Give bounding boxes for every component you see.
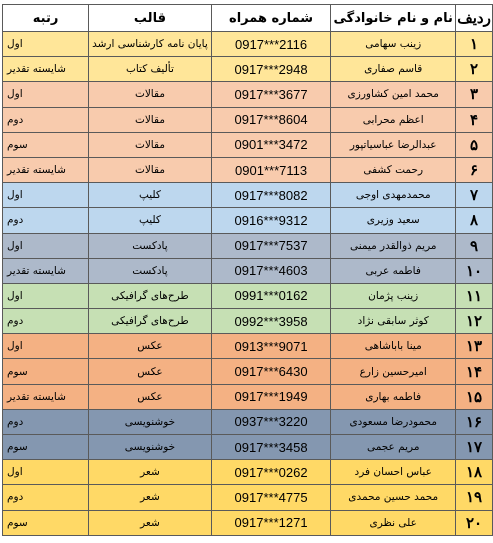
row-format: شعر [89, 485, 212, 510]
row-name: محمودرضا مسعودی [331, 409, 456, 434]
row-name: قاسم صفاری [331, 57, 456, 82]
row-index: ۱۰ [456, 258, 493, 283]
table-row [3, 409, 493, 434]
row-name: فاطمه عربی [331, 258, 456, 283]
row-format: شعر [89, 460, 212, 485]
table-row [3, 208, 493, 233]
row-format: مقالات [89, 157, 212, 182]
table-row [3, 435, 493, 460]
table-row [3, 258, 493, 283]
row-rank: اول [3, 283, 89, 308]
row-name: محمد امین کشاورزی [331, 82, 456, 107]
table-row [3, 283, 493, 308]
row-phone: 0917***6430 [211, 359, 331, 384]
row-rank: دوم [3, 107, 89, 132]
row-format: پادکست [89, 233, 212, 258]
row-index: ۷ [456, 183, 493, 208]
row-name: محمد حسین محمدی [331, 485, 456, 510]
row-phone: 0917***1271 [211, 510, 331, 535]
row-rank: سوم [3, 132, 89, 157]
row-phone: 0917***8604 [211, 107, 331, 132]
row-index: ۱۱ [456, 283, 493, 308]
results-table-wrapper [2, 4, 493, 536]
header-phone: شماره همراه [211, 5, 331, 32]
table-row [3, 132, 493, 157]
row-rank: اول [3, 334, 89, 359]
row-phone: 0917***0262 [211, 460, 331, 485]
row-name: عبدالرضا عباسیاتپور [331, 132, 456, 157]
row-name: زینب پژمان [331, 283, 456, 308]
row-phone: 0917***1949 [211, 384, 331, 409]
table-row [3, 233, 493, 258]
header-row [3, 5, 493, 32]
row-index: ۹ [456, 233, 493, 258]
row-phone: 0917***3458 [211, 435, 331, 460]
row-index: ۱۵ [456, 384, 493, 409]
row-rank: شایسته تقدیر [3, 258, 89, 283]
table-row [3, 107, 493, 132]
row-name: اعظم محرابی [331, 107, 456, 132]
row-index: ۱۴ [456, 359, 493, 384]
row-index: ۲۰ [456, 510, 493, 535]
row-index: ۶ [456, 157, 493, 182]
row-rank: دوم [3, 409, 89, 434]
header-rank: رتبه [3, 5, 89, 32]
row-index: ۴ [456, 107, 493, 132]
row-name: علی نظری [331, 510, 456, 535]
row-name: مینا باباشاهی [331, 334, 456, 359]
row-format: مقالات [89, 132, 212, 157]
row-phone: 0917***7537 [211, 233, 331, 258]
row-phone: 0917***2948 [211, 57, 331, 82]
header-index: ردیف [456, 5, 493, 32]
row-index: ۱۹ [456, 485, 493, 510]
table-row [3, 510, 493, 535]
row-phone: 0917***8082 [211, 183, 331, 208]
header-name: نام و نام خانوادگی [331, 5, 456, 32]
row-phone: 0901***3472 [211, 132, 331, 157]
row-index: ۱ [456, 32, 493, 57]
row-index: ۸ [456, 208, 493, 233]
header-format: قالب [89, 5, 212, 32]
row-name: مریم ذوالقدر میمنی [331, 233, 456, 258]
row-rank: شایسته تقدیر [3, 384, 89, 409]
row-name: زینب سهامی [331, 32, 456, 57]
row-rank: اول [3, 82, 89, 107]
row-name: امیرحسین زارع [331, 359, 456, 384]
row-rank: اول [3, 32, 89, 57]
table-body [3, 32, 493, 536]
table-row [3, 460, 493, 485]
table-row [3, 157, 493, 182]
table-row [3, 82, 493, 107]
row-rank: سوم [3, 435, 89, 460]
row-phone: 0917***2116 [211, 32, 331, 57]
row-phone: 0913***9071 [211, 334, 331, 359]
row-format: پایان نامه کارشناسی ارشد [89, 32, 212, 57]
row-phone: 0901***7113 [211, 157, 331, 182]
row-format: طرح‌های گرافیکی [89, 283, 212, 308]
row-name: کوثر سابقی نژاد [331, 309, 456, 334]
row-rank: دوم [3, 485, 89, 510]
row-name: فاطمه بهاری [331, 384, 456, 409]
table-row [3, 485, 493, 510]
row-format: مقالات [89, 107, 212, 132]
row-phone: 0992***3958 [211, 309, 331, 334]
row-phone: 0917***4775 [211, 485, 331, 510]
row-name: سعید وزیری [331, 208, 456, 233]
row-rank: اول [3, 460, 89, 485]
results-table [2, 4, 493, 536]
row-format: عکس [89, 384, 212, 409]
row-format: کلیپ [89, 208, 212, 233]
row-format: کلیپ [89, 183, 212, 208]
table-row [3, 309, 493, 334]
row-rank: شایسته تقدیر [3, 57, 89, 82]
row-rank: اول [3, 233, 89, 258]
row-format: خوشنویسی [89, 409, 212, 434]
row-format: طرح‌های گرافیکی [89, 309, 212, 334]
row-format: تألیف کتاب [89, 57, 212, 82]
row-rank: سوم [3, 510, 89, 535]
row-rank: دوم [3, 309, 89, 334]
table-row [3, 183, 493, 208]
row-index: ۱۸ [456, 460, 493, 485]
row-rank: سوم [3, 359, 89, 384]
row-index: ۵ [456, 132, 493, 157]
row-phone: 0991***0162 [211, 283, 331, 308]
table-row [3, 32, 493, 57]
row-phone: 0917***4603 [211, 258, 331, 283]
table-row [3, 384, 493, 409]
row-name: عباس احسان فرد [331, 460, 456, 485]
row-index: ۳ [456, 82, 493, 107]
row-phone: 0937***3220 [211, 409, 331, 434]
row-format: پادکست [89, 258, 212, 283]
row-rank: دوم [3, 208, 89, 233]
row-name: مریم عجمی [331, 435, 456, 460]
row-index: ۱۳ [456, 334, 493, 359]
row-index: ۲ [456, 57, 493, 82]
row-rank: شایسته تقدیر [3, 157, 89, 182]
row-format: عکس [89, 359, 212, 384]
row-phone: 0916***9312 [211, 208, 331, 233]
row-rank: اول [3, 183, 89, 208]
table-row [3, 359, 493, 384]
row-index: ۱۷ [456, 435, 493, 460]
row-name: رحمت کشفی [331, 157, 456, 182]
row-index: ۱۶ [456, 409, 493, 434]
row-format: عکس [89, 334, 212, 359]
row-index: ۱۲ [456, 309, 493, 334]
row-name: محمدمهدی اوجی [331, 183, 456, 208]
row-format: شعر [89, 510, 212, 535]
row-format: مقالات [89, 82, 212, 107]
row-format: خوشنویسی [89, 435, 212, 460]
row-phone: 0917***3677 [211, 82, 331, 107]
table-row [3, 57, 493, 82]
table-row [3, 334, 493, 359]
